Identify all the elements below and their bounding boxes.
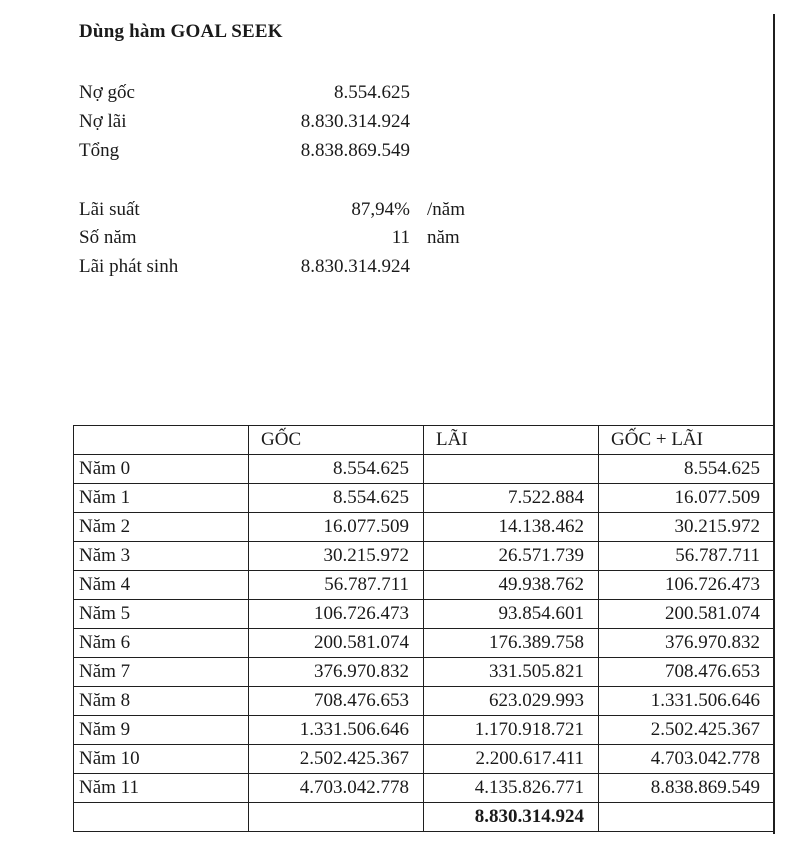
table-row bbox=[74, 542, 775, 571]
row-label: Năm 6 bbox=[74, 629, 249, 658]
cell-tong: 16.077.509 bbox=[599, 484, 775, 513]
total-empty-cell bbox=[249, 803, 424, 832]
table-total-row bbox=[74, 803, 775, 832]
cell-goc: 708.476.653 bbox=[249, 687, 424, 716]
table-row bbox=[74, 571, 775, 600]
cell-tong: 200.581.074 bbox=[599, 600, 775, 629]
cell-goc: 376.970.832 bbox=[249, 658, 424, 687]
row-label: Năm 11 bbox=[74, 774, 249, 803]
table-row bbox=[74, 629, 775, 658]
cell-lai: 1.170.918.721 bbox=[424, 716, 599, 745]
table-row bbox=[74, 600, 775, 629]
table-row bbox=[74, 774, 775, 803]
cell-tong: 708.476.653 bbox=[599, 658, 775, 687]
table-row bbox=[74, 484, 775, 513]
table-row bbox=[74, 513, 775, 542]
row-label: Năm 10 bbox=[74, 745, 249, 774]
table-row bbox=[74, 455, 775, 484]
summary-value: 8.554.625 bbox=[334, 82, 410, 103]
interest-table bbox=[73, 425, 775, 832]
cell-lai: 2.200.617.411 bbox=[424, 745, 599, 774]
cell-tong: 4.703.042.778 bbox=[599, 745, 775, 774]
param-value: 87,94% bbox=[351, 199, 410, 220]
row-label: Năm 2 bbox=[74, 513, 249, 542]
summary-row-no-goc bbox=[79, 79, 499, 107]
cell-lai: 14.138.462 bbox=[424, 513, 599, 542]
table-header-row bbox=[74, 426, 775, 455]
row-label: Năm 3 bbox=[74, 542, 249, 571]
row-label: Năm 1 bbox=[74, 484, 249, 513]
cell-goc: 1.331.506.646 bbox=[249, 716, 424, 745]
cell-goc: 2.502.425.367 bbox=[249, 745, 424, 774]
table-row bbox=[74, 745, 775, 774]
cell-tong: 376.970.832 bbox=[599, 629, 775, 658]
row-label: Năm 4 bbox=[74, 571, 249, 600]
header-lai: LÃI bbox=[424, 426, 599, 455]
cell-lai: 49.938.762 bbox=[424, 571, 599, 600]
cell-tong: 56.787.711 bbox=[599, 542, 775, 571]
summary-label: Nợ lãi bbox=[79, 111, 127, 132]
param-label: Số năm bbox=[79, 227, 137, 248]
header-year bbox=[74, 426, 249, 455]
param-value: 8.830.314.924 bbox=[300, 256, 410, 277]
summary-value: 8.830.314.924 bbox=[300, 111, 410, 132]
header-goc-lai: GỐC + LÃI bbox=[599, 426, 775, 455]
cell-goc: 200.581.074 bbox=[249, 629, 424, 658]
cell-goc: 56.787.711 bbox=[249, 571, 424, 600]
total-lai-cell: 8.830.314.924 bbox=[424, 803, 599, 832]
cell-lai: 7.522.884 bbox=[424, 484, 599, 513]
row-label: Năm 5 bbox=[74, 600, 249, 629]
cell-lai: 176.389.758 bbox=[424, 629, 599, 658]
cell-goc: 8.554.625 bbox=[249, 455, 424, 484]
param-unit: /năm bbox=[427, 199, 465, 220]
param-row-lai-suat bbox=[79, 196, 499, 224]
cell-tong: 1.331.506.646 bbox=[599, 687, 775, 716]
table-row bbox=[74, 687, 775, 716]
cell-goc: 4.703.042.778 bbox=[249, 774, 424, 803]
cell-goc: 30.215.972 bbox=[249, 542, 424, 571]
cell-lai: 4.135.826.771 bbox=[424, 774, 599, 803]
row-label: Năm 0 bbox=[74, 455, 249, 484]
param-value: 11 bbox=[391, 227, 410, 248]
total-empty-cell bbox=[74, 803, 249, 832]
cell-lai: 623.029.993 bbox=[424, 687, 599, 716]
cell-tong: 106.726.473 bbox=[599, 571, 775, 600]
summary-label: Nợ gốc bbox=[79, 82, 135, 103]
row-label: Năm 9 bbox=[74, 716, 249, 745]
row-label: Năm 7 bbox=[74, 658, 249, 687]
header-goc: GỐC bbox=[249, 426, 424, 455]
cell-goc: 8.554.625 bbox=[249, 484, 424, 513]
param-unit: năm bbox=[427, 227, 460, 248]
cell-tong: 2.502.425.367 bbox=[599, 716, 775, 745]
cell-tong: 30.215.972 bbox=[599, 513, 775, 542]
summary-row-no-lai bbox=[79, 108, 499, 136]
param-row-so-nam bbox=[79, 224, 499, 252]
cell-lai: 331.505.821 bbox=[424, 658, 599, 687]
table-row bbox=[74, 716, 775, 745]
cell-lai bbox=[424, 455, 599, 484]
param-label: Lãi suất bbox=[79, 199, 140, 220]
cell-goc: 106.726.473 bbox=[249, 600, 424, 629]
cell-goc: 16.077.509 bbox=[249, 513, 424, 542]
row-label: Năm 8 bbox=[74, 687, 249, 716]
summary-label: Tổng bbox=[79, 140, 120, 161]
cell-tong: 8.554.625 bbox=[599, 455, 775, 484]
total-empty-cell bbox=[599, 803, 775, 832]
document-title: Dùng hàm GOAL SEEK bbox=[79, 21, 283, 42]
cell-lai: 93.854.601 bbox=[424, 600, 599, 629]
summary-row-tong bbox=[79, 137, 499, 165]
summary-value: 8.838.869.549 bbox=[300, 140, 410, 161]
param-label: Lãi phát sinh bbox=[79, 256, 179, 277]
param-row-lai-phat-sinh bbox=[79, 253, 499, 281]
cell-tong: 8.838.869.549 bbox=[599, 774, 775, 803]
cell-lai: 26.571.739 bbox=[424, 542, 599, 571]
table-row bbox=[74, 658, 775, 687]
